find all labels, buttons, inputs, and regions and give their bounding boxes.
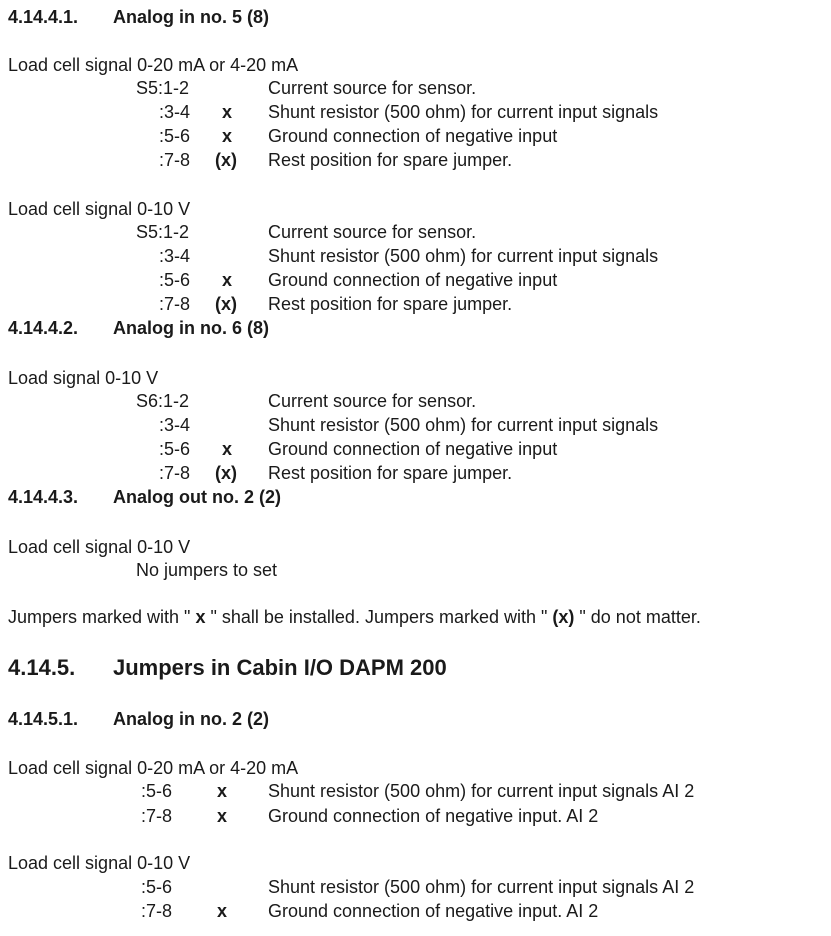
jumper-description: Ground connection of negative input <box>268 439 558 459</box>
jumper-id: :3-4 <box>159 246 191 266</box>
jumper-id: S5:1-2 <box>136 222 190 242</box>
jumper-mark: (x) <box>215 150 237 170</box>
jumper-id: :5-6 <box>159 126 191 146</box>
jumper-mark: x <box>222 270 233 290</box>
section-heading <box>8 708 269 730</box>
heading-title: Analog in no. 2 (2) <box>113 709 269 729</box>
section-heading <box>8 486 281 508</box>
group-label: Load cell signal 0-20 mA or 4-20 mA <box>8 55 299 75</box>
group-label: Load cell signal 0-10 V <box>8 199 191 219</box>
jumper-id: :7-8 <box>141 806 173 826</box>
jumper-description: Shunt resistor (500 ohm) for current input signals <box>268 246 659 266</box>
jumper-description: Rest position for spare jumper. <box>268 294 513 314</box>
jumper-id: :7-8 <box>141 901 173 921</box>
jumper-id: S5:1-2 <box>136 78 190 98</box>
heading-number: 4.14.4.1. <box>8 7 79 27</box>
footnote-mark: (x) <box>552 607 575 627</box>
jumper-description: Rest position for spare jumper. <box>268 150 513 170</box>
jumper-description: Shunt resistor (500 ohm) for current input signals AI 2 <box>268 781 695 801</box>
group-note: No jumpers to set <box>136 560 278 580</box>
jumper-mark: x <box>222 102 233 122</box>
heading-title: Jumpers in Cabin I/O DAPM 200 <box>113 655 447 680</box>
footnote-text: " do not matter. <box>574 607 701 627</box>
heading-title: Analog in no. 5 (8) <box>113 7 269 27</box>
jumper-description: Current source for sensor. <box>268 78 477 98</box>
jumper-description: Current source for sensor. <box>268 391 477 411</box>
jumper-id: :3-4 <box>159 102 191 122</box>
heading-number: 4.14.4.3. <box>8 487 79 507</box>
jumper-description: Ground connection of negative input. AI 2 <box>268 806 599 826</box>
heading-title: Analog in no. 6 (8) <box>113 318 269 338</box>
jumper-id: :7-8 <box>159 294 191 314</box>
jumper-description: Current source for sensor. <box>268 222 477 242</box>
group-label: Load cell signal 0-10 V <box>8 853 191 873</box>
jumper-description: Ground connection of negative input <box>268 270 558 290</box>
footnote-text: " shall be installed. Jumpers marked with " <box>205 607 553 627</box>
jumper-mark: x <box>217 901 228 921</box>
jumper-id: :5-6 <box>141 781 173 801</box>
jumper-description: Shunt resistor (500 ohm) for current input signals AI 2 <box>268 877 695 897</box>
heading-number: 4.14.5.1. <box>8 709 79 729</box>
heading-title: Analog out no. 2 (2) <box>113 487 281 507</box>
jumper-mark: (x) <box>215 294 237 314</box>
jumper-description: Shunt resistor (500 ohm) for current input signals <box>268 415 659 435</box>
jumper-id: :7-8 <box>159 463 191 483</box>
jumper-id: :3-4 <box>159 415 191 435</box>
jumper-mark: x <box>217 781 228 801</box>
jumper-id: S6:1-2 <box>136 391 190 411</box>
group-label: Load cell signal 0-20 mA or 4-20 mA <box>8 758 299 778</box>
section-heading <box>8 317 269 339</box>
jumper-description: Ground connection of negative input. AI 2 <box>268 901 599 921</box>
section-heading <box>8 6 269 28</box>
footnote-mark: x <box>195 607 206 627</box>
jumper-mark: x <box>217 806 228 826</box>
group-label: Load cell signal 0-10 V <box>8 537 191 557</box>
chapter-heading <box>8 655 447 681</box>
heading-number: 4.14.4.2. <box>8 318 79 338</box>
jumper-description: Ground connection of negative input <box>268 126 558 146</box>
jumper-mark: (x) <box>215 463 237 483</box>
jumper-id: :5-6 <box>159 439 191 459</box>
jumper-description: Shunt resistor (500 ohm) for current input signals <box>268 102 659 122</box>
jumper-id: :5-6 <box>159 270 191 290</box>
jumper-id: :5-6 <box>141 877 173 897</box>
jumper-id: :7-8 <box>159 150 191 170</box>
jumper-description: Rest position for spare jumper. <box>268 463 513 483</box>
group-label: Load signal 0-10 V <box>8 368 159 388</box>
jumper-mark: x <box>222 439 233 459</box>
footnote <box>8 606 701 628</box>
heading-number: 4.14.5. <box>8 655 76 680</box>
footnote-text: Jumpers marked with " <box>8 607 196 627</box>
jumper-mark: x <box>222 126 233 146</box>
